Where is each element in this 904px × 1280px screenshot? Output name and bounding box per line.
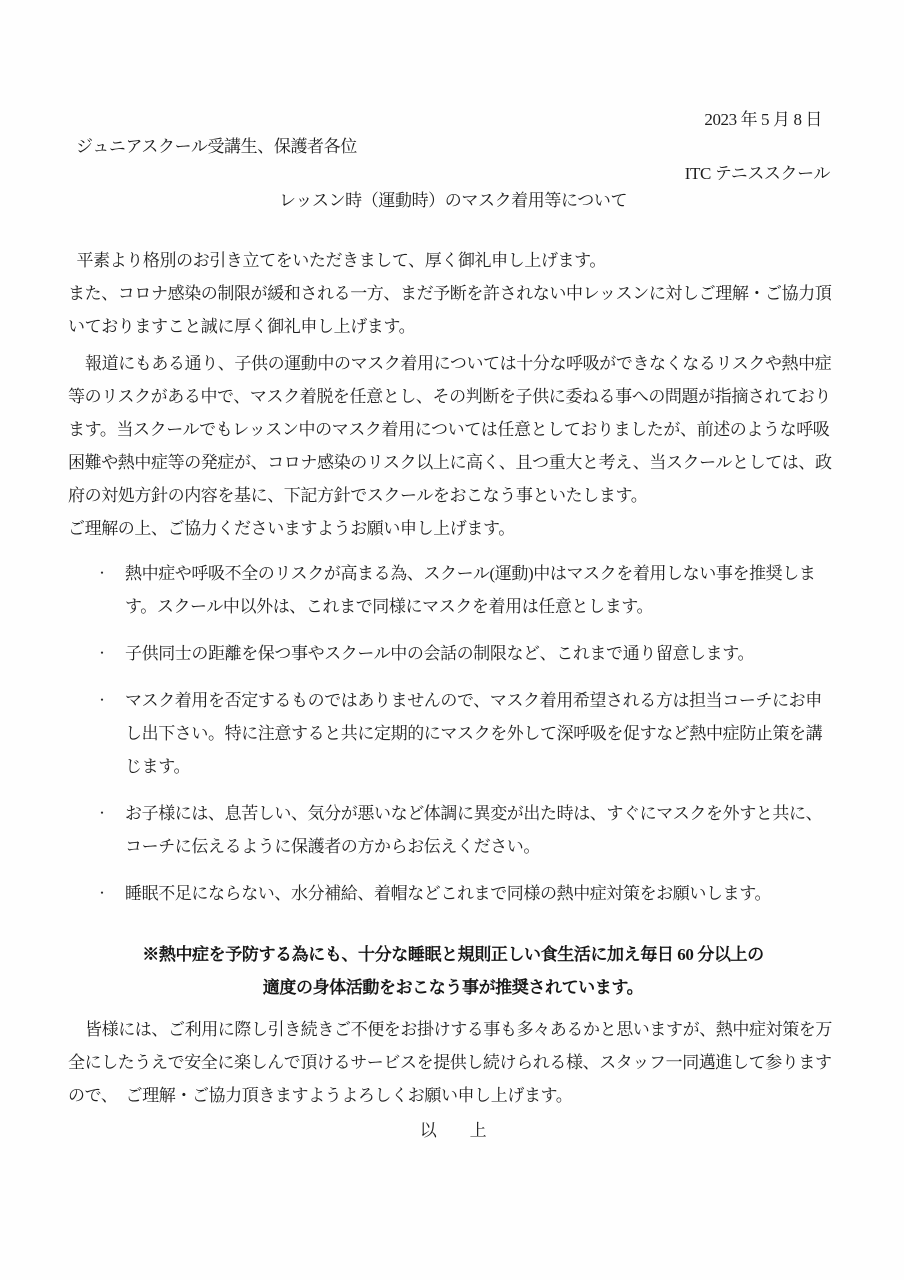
greeting-paragraph-line2: また、コロナ感染の制限が緩和される一方、まだ予断を許されない中レッスンに対しご理解・ご協力頂いておりますこと誠に厚く御礼申し上げます。	[68, 284, 832, 336]
list-item	[68, 557, 838, 623]
list-item	[68, 877, 838, 910]
bullet-text: 熱中症や呼吸不全のリスクが高まる為、スクール(運動)中はマスクを着用しない事を推奨します。スクール中以外は、これまで同様にマスクを着用は任意とします。	[125, 564, 816, 616]
request-line: ご理解の上、ご協力くださいますようお願い申し上げます。	[68, 519, 515, 538]
list-item	[68, 684, 838, 783]
document-date: 2023 年 5 月 8 日	[704, 110, 822, 129]
bullet-text: 睡眠不足にならない、水分補給、着帽などこれまで同様の熱中症対策をお願いします。	[125, 884, 772, 903]
greeting-paragraph-line1: 平素より格別のお引き立てをいただきまして、厚く御礼申し上げます。	[76, 251, 606, 270]
heatstroke-prevention-note	[68, 938, 838, 1004]
bullet-text: マスク着用を否定するものではありませんので、マスク着用希望される方は担当コーチにお申し出下さい。特に注意すると共に定期的にマスクを外して深呼吸を促すなど熱中症防止策を講じます。	[125, 691, 823, 776]
policy-bullet-list	[68, 557, 838, 910]
list-item	[68, 797, 838, 863]
bullet-text: 子供同士の距離を保つ事やスクール中の会話の制限など、これまで通り留意します。	[125, 644, 755, 663]
sender-line: ITC テニススクール	[684, 164, 830, 183]
bullet-dot-icon: ・	[96, 886, 108, 900]
sign-off: 以 上	[419, 1121, 487, 1140]
bullet-dot-icon: ・	[96, 646, 108, 660]
list-item	[68, 637, 838, 670]
closing-paragraph: 皆様には、ご利用に際し引き続きご不便をお掛けする事も多々あるかと思いますが、熱中症対策を万全にしたうえで安全に楽しんで頂けるサービスを提供し続けられる様、スタッフ一同邁進して参りますので、 ご理解・ご協力頂きますようよろしくお願い申し上げます。	[68, 1020, 832, 1105]
bullet-text: お子様には、息苦しい、気分が悪いなど体調に異変が出た時は、すぐにマスクを外すと共に、コーチに伝えるように保護者の方からお伝えください。	[125, 804, 823, 856]
note-line1: ※熱中症を予防する為にも、十分な睡眠と規則正しい食生活に加え毎日 60 分以上の	[142, 945, 764, 964]
bullet-dot-icon: ・	[96, 693, 108, 707]
bullet-dot-icon: ・	[96, 566, 108, 580]
background-paragraph: 報道にもある通り、子供の運動中のマスク着用については十分な呼吸ができなくなるリスクや熱中症等のリスクがある中で、マスク着脱を任意とし、その判断を子供に委ねる事への問題が指摘されております。当スクールでもレッスン中のマスク着用については任意としておりましたが、前述のような呼吸困難や熱中症等の発症が、コロナ感染のリスク以上に高く、且つ重大と考え、当スクールとしては、政府の対処方針の内容を基に、下記方針でスクールをおこなう事といたします。	[68, 354, 832, 505]
bullet-dot-icon: ・	[96, 806, 108, 820]
recipient-line: ジュニアスクール受講生、保護者各位	[76, 137, 357, 156]
note-line2: 適度の身体活動をおこなう事が推奨されています。	[262, 978, 644, 997]
document-title: レッスン時（運動時）のマスク着用等について	[278, 191, 628, 210]
